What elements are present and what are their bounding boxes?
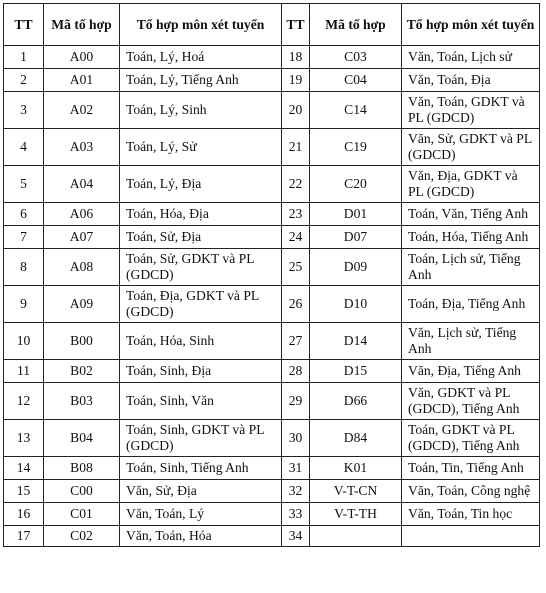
subject-combination-right: Văn, Toán, GDKT và PL (GDCD): [402, 92, 540, 129]
row-number-right: 34: [282, 526, 310, 547]
combination-code-left: A09: [44, 286, 120, 323]
table-row: [4, 480, 540, 503]
row-number-right: 18: [282, 46, 310, 69]
subject-combination-left: Toán, Lý, Sinh: [120, 92, 282, 129]
subject-combination-left: Toán, Sinh, Địa: [120, 360, 282, 383]
row-number-left: 10: [4, 323, 44, 360]
row-number-left: 1: [4, 46, 44, 69]
table-row: [4, 526, 540, 547]
combination-code-right: V-T-TH: [310, 503, 402, 526]
subject-combination-right: Văn, Toán, Lịch sử: [402, 46, 540, 69]
table-row: [4, 286, 540, 323]
table-row: [4, 457, 540, 480]
subject-combination-right: Văn, Toán, Tin học: [402, 503, 540, 526]
row-number-right: 26: [282, 286, 310, 323]
combination-code-left: A07: [44, 226, 120, 249]
subject-combination-left: Toán, Lý, Địa: [120, 166, 282, 203]
table-header-row: [4, 4, 540, 46]
subject-combination-left: Toán, Lý, Hoá: [120, 46, 282, 69]
row-number-left: 11: [4, 360, 44, 383]
combination-code-right: K01: [310, 457, 402, 480]
subject-combination-left: Văn, Toán, Lý: [120, 503, 282, 526]
table-row: [4, 69, 540, 92]
subject-combination-left: Văn, Sử, Địa: [120, 480, 282, 503]
combination-code-right: C03: [310, 46, 402, 69]
subject-combination-table: [3, 3, 540, 547]
row-number-left: 16: [4, 503, 44, 526]
header-tt-left: TT: [4, 4, 44, 46]
subject-combination-right: Văn, Địa, Tiếng Anh: [402, 360, 540, 383]
header-subjects-right: Tổ hợp môn xét tuyển: [402, 4, 540, 46]
header-code-right: Mã tổ hợp: [310, 4, 402, 46]
subject-combination-document: [3, 3, 540, 547]
header-code-left: Mã tổ hợp: [44, 4, 120, 46]
combination-code-left: A08: [44, 249, 120, 286]
subject-combination-right: Văn, Lịch sử, Tiếng Anh: [402, 323, 540, 360]
combination-code-right: C04: [310, 69, 402, 92]
table-row: [4, 203, 540, 226]
subject-combination-right: Văn, Toán, Công nghệ: [402, 480, 540, 503]
combination-code-left: A04: [44, 166, 120, 203]
row-number-left: 9: [4, 286, 44, 323]
row-number-left: 15: [4, 480, 44, 503]
combination-code-left: B00: [44, 323, 120, 360]
subject-combination-left: Toán, Sinh, Văn: [120, 383, 282, 420]
subject-combination-left: Toán, Hóa, Sinh: [120, 323, 282, 360]
combination-code-right: D84: [310, 420, 402, 457]
row-number-right: 30: [282, 420, 310, 457]
row-number-left: 8: [4, 249, 44, 286]
subject-combination-left: Văn, Toán, Hóa: [120, 526, 282, 547]
combination-code-right: D01: [310, 203, 402, 226]
row-number-right: 22: [282, 166, 310, 203]
combination-code-left: B03: [44, 383, 120, 420]
row-number-right: 19: [282, 69, 310, 92]
row-number-left: 14: [4, 457, 44, 480]
row-number-left: 17: [4, 526, 44, 547]
row-number-left: 12: [4, 383, 44, 420]
table-row: [4, 92, 540, 129]
combination-code-left: C02: [44, 526, 120, 547]
combination-code-left: A02: [44, 92, 120, 129]
table-row: [4, 249, 540, 286]
combination-code-left: C00: [44, 480, 120, 503]
row-number-right: 27: [282, 323, 310, 360]
combination-code-left: C01: [44, 503, 120, 526]
combination-code-right: C19: [310, 129, 402, 166]
subject-combination-right: Toán, Hóa, Tiếng Anh: [402, 226, 540, 249]
row-number-right: 20: [282, 92, 310, 129]
row-number-left: 2: [4, 69, 44, 92]
table-row: [4, 226, 540, 249]
subject-combination-left: Toán, Lý, Sử: [120, 129, 282, 166]
subject-combination-right: Văn, Toán, Địa: [402, 69, 540, 92]
combination-code-right: D10: [310, 286, 402, 323]
combination-code-left: B08: [44, 457, 120, 480]
subject-combination-right: Văn, Sử, GDKT và PL (GDCD): [402, 129, 540, 166]
combination-code-right: V-T-CN: [310, 480, 402, 503]
row-number-right: 24: [282, 226, 310, 249]
combination-code-right: D14: [310, 323, 402, 360]
subject-combination-right: [402, 526, 540, 547]
row-number-left: 3: [4, 92, 44, 129]
row-number-right: 32: [282, 480, 310, 503]
subject-combination-left: Toán, Sinh, Tiếng Anh: [120, 457, 282, 480]
combination-code-right: D66: [310, 383, 402, 420]
combination-code-left: B02: [44, 360, 120, 383]
subject-combination-left: Toán, Địa, GDKT và PL (GDCD): [120, 286, 282, 323]
combination-code-left: A03: [44, 129, 120, 166]
table-row: [4, 46, 540, 69]
combination-code-left: B04: [44, 420, 120, 457]
table-row: [4, 420, 540, 457]
row-number-left: 6: [4, 203, 44, 226]
row-number-right: 31: [282, 457, 310, 480]
subject-combination-right: Toán, Tin, Tiếng Anh: [402, 457, 540, 480]
row-number-right: 29: [282, 383, 310, 420]
combination-code-right: [310, 526, 402, 547]
header-subjects-left: Tổ hợp môn xét tuyển: [120, 4, 282, 46]
subject-combination-left: Toán, Sinh, GDKT và PL (GDCD): [120, 420, 282, 457]
subject-combination-left: Toán, Sử, Địa: [120, 226, 282, 249]
row-number-left: 7: [4, 226, 44, 249]
row-number-right: 33: [282, 503, 310, 526]
combination-code-right: C14: [310, 92, 402, 129]
header-tt-right: TT: [282, 4, 310, 46]
table-row: [4, 383, 540, 420]
combination-code-left: A01: [44, 69, 120, 92]
row-number-right: 21: [282, 129, 310, 166]
subject-combination-right: Văn, GDKT và PL (GDCD), Tiếng Anh: [402, 383, 540, 420]
combination-code-left: A00: [44, 46, 120, 69]
subject-combination-right: Toán, Lịch sử, Tiếng Anh: [402, 249, 540, 286]
subject-combination-left: Toán, Hóa, Địa: [120, 203, 282, 226]
row-number-right: 23: [282, 203, 310, 226]
row-number-right: 25: [282, 249, 310, 286]
combination-code-left: A06: [44, 203, 120, 226]
table-row: [4, 323, 540, 360]
table-row: [4, 129, 540, 166]
subject-combination-right: Toán, GDKT và PL (GDCD), Tiếng Anh: [402, 420, 540, 457]
row-number-left: 4: [4, 129, 44, 166]
subject-combination-left: Toán, Lý, Tiếng Anh: [120, 69, 282, 92]
row-number-left: 13: [4, 420, 44, 457]
subject-combination-left: Toán, Sử, GDKT và PL (GDCD): [120, 249, 282, 286]
subject-combination-right: Toán, Địa, Tiếng Anh: [402, 286, 540, 323]
table-row: [4, 360, 540, 383]
table-row: [4, 503, 540, 526]
row-number-left: 5: [4, 166, 44, 203]
combination-code-right: C20: [310, 166, 402, 203]
combination-code-right: D09: [310, 249, 402, 286]
table-row: [4, 166, 540, 203]
combination-code-right: D07: [310, 226, 402, 249]
combination-code-right: D15: [310, 360, 402, 383]
row-number-right: 28: [282, 360, 310, 383]
subject-combination-right: Văn, Địa, GDKT và PL (GDCD): [402, 166, 540, 203]
subject-combination-right: Toán, Văn, Tiếng Anh: [402, 203, 540, 226]
